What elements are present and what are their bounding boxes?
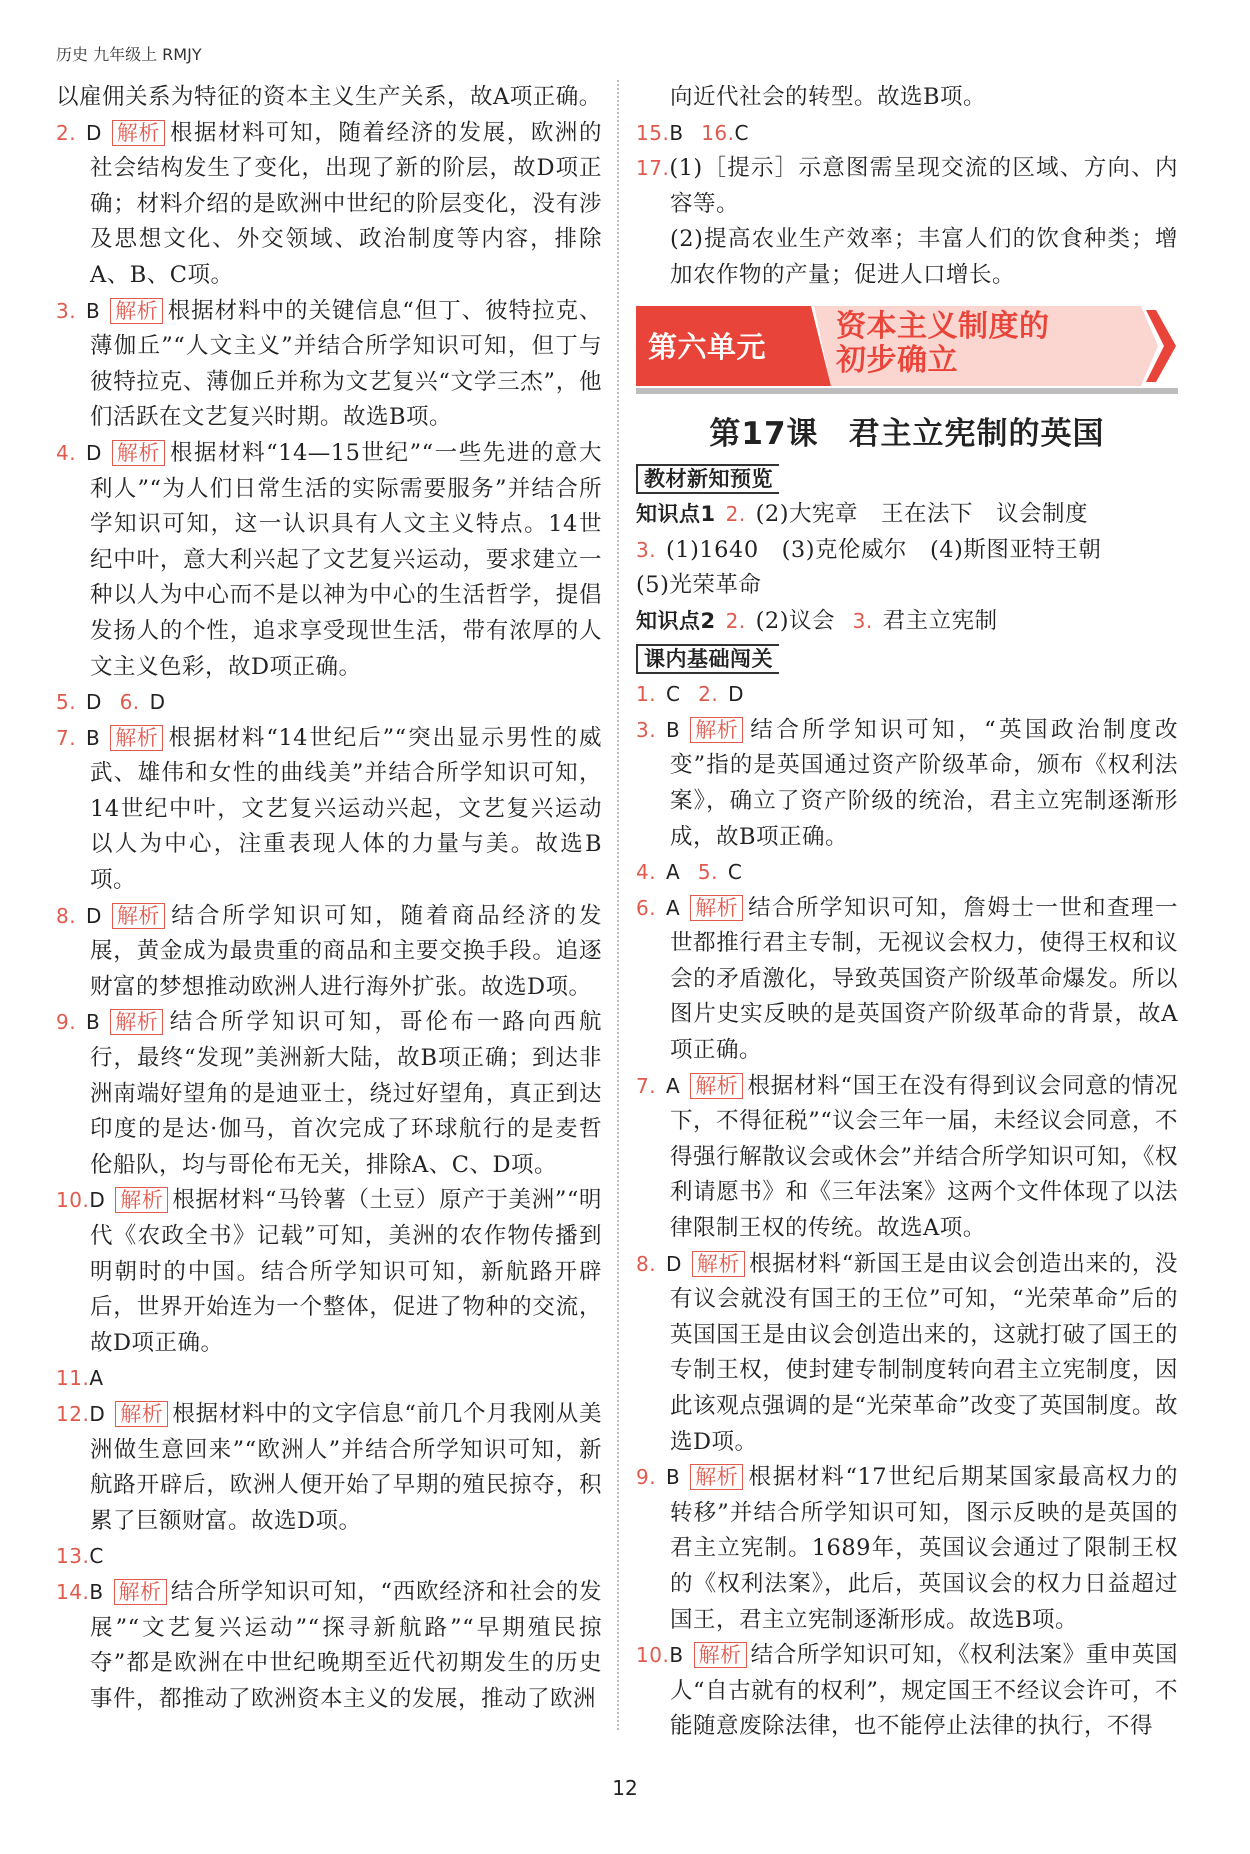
answer-letter: D bbox=[86, 903, 102, 928]
answer-letter: C bbox=[666, 682, 681, 707]
answer-item-15-16 bbox=[636, 116, 1178, 152]
answer-part-2: (2)提高农业生产效率；丰富人们的饮食种类；增加农作物的产量；促进人口增长。 bbox=[670, 226, 1178, 288]
analysis-tag: 解析 bbox=[690, 1073, 743, 1099]
answer-part-1: (1)［提示］示意图需呈现交流的区域、方向、内容等。 bbox=[669, 155, 1178, 217]
question-number: 14. bbox=[56, 1579, 90, 1604]
question-number: 3. bbox=[852, 608, 873, 633]
answer-item-3 bbox=[636, 713, 1178, 855]
answer-letter: C bbox=[89, 1544, 104, 1569]
answer-letter: D bbox=[86, 120, 102, 145]
question-number: 8. bbox=[636, 1251, 657, 1276]
analysis-tag: 解析 bbox=[110, 725, 163, 751]
section-heading: 教材新知预览 bbox=[636, 464, 779, 494]
answer-letter: D bbox=[89, 1401, 106, 1426]
question-number: 9. bbox=[636, 1465, 657, 1490]
question-number: 16. bbox=[701, 120, 735, 145]
analysis-tag: 解析 bbox=[115, 1401, 168, 1427]
analysis-tag: 解析 bbox=[112, 440, 165, 466]
question-number: 3. bbox=[636, 717, 657, 742]
answer-item-6 bbox=[636, 891, 1178, 1069]
question-number: 2. bbox=[725, 502, 746, 527]
analysis-tag: 解析 bbox=[110, 1009, 163, 1035]
question-number: 6. bbox=[119, 690, 140, 715]
answer-letter: D bbox=[89, 1188, 106, 1213]
answer-item-7 bbox=[636, 1069, 1178, 1247]
question-number: 1. bbox=[636, 682, 657, 707]
analysis-text: 结合所学知识可知，随着商品经济的发展，黄金成为最贵重的商品和主要交换手段。追逐财富的梦想推动欧洲人进行海外扩张。故选D项。 bbox=[90, 902, 602, 1000]
analysis-tag: 解析 bbox=[690, 895, 743, 921]
analysis-tag: 解析 bbox=[112, 903, 165, 929]
answer-item-8 bbox=[636, 1247, 1178, 1461]
question-number: 7. bbox=[636, 1073, 657, 1098]
answer-text: (2)议会 bbox=[755, 607, 835, 634]
answer-item-3 bbox=[56, 294, 602, 436]
question-number: 11. bbox=[56, 1366, 90, 1391]
lesson-number: 第17课 bbox=[709, 415, 819, 452]
knowledge-point-label: 知识点2 bbox=[636, 608, 716, 633]
answer-item-4-5 bbox=[636, 855, 1178, 891]
page-header: 历史 九年级上 RMJY bbox=[56, 45, 202, 64]
question-number: 10. bbox=[636, 1643, 670, 1668]
question-number: 2. bbox=[56, 120, 77, 145]
knowledge-point-2 bbox=[636, 604, 1178, 640]
unit-banner bbox=[636, 304, 1178, 396]
knowledge-point-1 bbox=[636, 497, 1178, 533]
answer-text: (1)1640 (3)克伦威尔 (4)斯图亚特王朝 bbox=[666, 536, 1102, 563]
analysis-tag: 解析 bbox=[115, 1187, 168, 1213]
analysis-text: 根据材料“国王在没有得到议会同意的情况下，不得征税”“议会三年一届，未经议会同意，不得强行解散议会或休会”并结合所学知识可知，《权利请愿书》和《三年法案》这两个文件体现了以法律限制王权的传统。故选A项。 bbox=[670, 1072, 1178, 1242]
analysis-text: 根据材料“17世纪后期某国家最高权力的转移”并结合所学知识可知，图示反映的是英国的君主立宪制。1689年，英国议会通过了限制王权的《权利法案》，此后，英国议会的权力日益超过国王，君主立宪制逐渐形成。故选B项。 bbox=[670, 1464, 1178, 1633]
answer-letter: A bbox=[89, 1366, 104, 1391]
answer-letter: D bbox=[86, 690, 102, 715]
answer-item-4 bbox=[56, 436, 602, 685]
continued-text: 向近代社会的转型。故选B项。 bbox=[670, 84, 987, 110]
lesson-heading bbox=[636, 414, 1178, 454]
answer-letter: B bbox=[666, 1465, 681, 1490]
question-number: 2. bbox=[725, 608, 746, 633]
answer-letter: B bbox=[86, 298, 101, 323]
left-column bbox=[56, 80, 602, 1717]
answer-item-11 bbox=[56, 1361, 602, 1397]
analysis-text: 结合所学知识可知，《权利法案》重申英国人“自古就有的权利”，规定国王不经议会许可，不能随意废除法律，也不能停止法律的执行，不得 bbox=[670, 1642, 1178, 1740]
answer-letter: D bbox=[86, 440, 102, 465]
analysis-text: 根据材料中的文字信息“前几个月我刚从美洲做生意回来”“欧洲人”并结合所学知识可知，新航路开辟后，欧洲人便开始了早期的殖民掠夺，积累了巨额财富。故选D项。 bbox=[90, 1400, 602, 1534]
analysis-text: 根据材料中的关键信息“但丁、彼特拉克、薄伽丘”“人文主义”并结合所学知识可知，但丁与彼特拉克、薄伽丘并称为文艺复兴“文学三杰”，他们活跃在文艺复兴时期。故选B项。 bbox=[90, 297, 602, 431]
analysis-tag: 解析 bbox=[110, 298, 163, 324]
question-number: 10. bbox=[56, 1188, 90, 1213]
question-number: 5. bbox=[697, 860, 718, 885]
knowledge-point-1-line-2 bbox=[636, 533, 1178, 569]
question-number: 17. bbox=[636, 156, 670, 181]
answer-item-14 bbox=[56, 1575, 602, 1717]
question-number: 3. bbox=[56, 298, 77, 323]
unit-title: 资本主义制度的初步确立 bbox=[836, 308, 1050, 378]
answer-item-12 bbox=[56, 1397, 602, 1539]
question-number: 5. bbox=[56, 690, 77, 715]
question-number: 13. bbox=[56, 1544, 90, 1569]
analysis-tag: 解析 bbox=[690, 1464, 743, 1490]
answer-item-7 bbox=[56, 721, 602, 899]
lesson-title: 君主立宪制的英国 bbox=[848, 415, 1105, 452]
analysis-text: 结合所学知识可知，詹姆士一世和查理一世都推行君主专制，无视议会权力，使得王权和议会的矛盾激化，导致英国资产阶级革命爆发。所以图片史实反映的是英国资产阶级革命的背景，故A项正确。 bbox=[670, 894, 1178, 1064]
answer-letter: C bbox=[727, 860, 743, 885]
answer-item-17 bbox=[636, 151, 1178, 222]
analysis-tag: 解析 bbox=[692, 1251, 745, 1277]
analysis-tag: 解析 bbox=[112, 120, 165, 146]
analysis-text: 根据材料可知，随着经济的发展，欧洲的社会结构发生了变化，出现了新的阶层，故D项正确；材料介绍的是欧洲中世纪的阶层变化，没有涉及思想文化、外交领域、政治制度等内容，排除A、B、C项。 bbox=[90, 119, 602, 288]
page-number: 12 bbox=[612, 1776, 638, 1800]
question-number: 4. bbox=[56, 440, 77, 465]
section-heading: 课内基础闯关 bbox=[636, 644, 779, 674]
answer-letter: B bbox=[666, 717, 681, 742]
answer-letter: A bbox=[666, 895, 681, 920]
answer-letter: D bbox=[728, 682, 745, 707]
answer-text: 君主立宪制 bbox=[882, 607, 998, 634]
analysis-text: 根据材料“14世纪后”“突出显示男性的威武、雄伟和女性的曲线美”并结合所学知识可知，14世纪中叶，文艺复兴运动兴起，文艺复兴运动以人为中心，注重表现人体的力量与美。故选B项。 bbox=[90, 724, 602, 894]
analysis-text: 结合所学知识可知，“英国政治制度改变”指的是英国通过资产阶级革命，颁布《权利法案》，确立了资产阶级的统治，君主立宪制逐渐形成，故B项正确。 bbox=[670, 716, 1178, 850]
answer-letter: D bbox=[666, 1251, 682, 1276]
analysis-tag: 解析 bbox=[114, 1579, 167, 1605]
question-number: 3. bbox=[636, 537, 657, 562]
question-number: 15. bbox=[636, 120, 670, 145]
analysis-text: 根据材料“马铃薯（土豆）原产于美洲”“明代《农政全书》记载”可知，美洲的农作物传播到明朝时的中国。结合所学知识可知，新航路开辟后，世界开始连为一个整体，促进了物种的交流，故D项正确。 bbox=[90, 1187, 602, 1356]
question-number: 8. bbox=[56, 903, 77, 928]
answer-letter: B bbox=[669, 120, 684, 145]
right-column bbox=[636, 80, 1178, 1745]
answer-item-8 bbox=[56, 899, 602, 1006]
question-number: 4. bbox=[636, 860, 657, 885]
answer-letter: B bbox=[89, 1579, 104, 1604]
analysis-text: 结合所学知识可知，哥伦布一路向西航行，最终“发现”美洲新大陆，故B项正确；到达非洲南端好望角的是迪亚士，绕过好望角，真正到达印度的是达·伽马，首次完成了环球航行的是麦哲伦船队，均与哥伦布无关，排除A、C、D项。 bbox=[90, 1009, 602, 1178]
analysis-tag: 解析 bbox=[694, 1642, 747, 1668]
continued-text: 以雇佣关系为特征的资本主义生产关系，故A项正确。 bbox=[56, 84, 602, 110]
answer-letter: D bbox=[149, 690, 166, 715]
unit-label: 第六单元 bbox=[648, 329, 767, 364]
answer-item-9 bbox=[56, 1005, 602, 1183]
answer-letter: B bbox=[86, 725, 101, 750]
question-number: 6. bbox=[636, 895, 657, 920]
analysis-text: 结合所学知识可知，“西欧经济和社会的发展”“文艺复兴运动”“探寻新航路”“早期殖民掠夺”都是欧洲在中世纪晚期至近代初期发生的历史事件，都推动了欧洲资本主义的发展，推动了欧洲 bbox=[90, 1578, 602, 1712]
analysis-tag: 解析 bbox=[690, 717, 743, 743]
answer-item-1-2 bbox=[636, 677, 1178, 713]
answer-item-10 bbox=[56, 1183, 602, 1361]
analysis-text: 根据材料“14—15世纪”“一些先进的意大利人”“为人们日常生活的实际需要服务”并结合所学知识可知，这一认识具有人文主义特点。14世纪中叶，意大利兴起了文艺复兴运动，要求建立一种以人为中心而不是以神为中心的生活哲学，提倡发扬人的个性，追求享受现世生活，带有浓厚的人文主义色彩，故D项正确。 bbox=[90, 439, 602, 680]
answer-letter: C bbox=[734, 120, 749, 145]
answer-item-9 bbox=[636, 1460, 1178, 1638]
knowledge-point-1-line-3: (5)光荣革命 bbox=[636, 572, 762, 599]
question-number: 7. bbox=[56, 725, 77, 750]
answer-item-5-6 bbox=[56, 685, 602, 721]
answer-letter: A bbox=[666, 860, 681, 885]
analysis-text: 根据材料“新国王是由议会创造出来的，没有议会就没有国王的王位”可知，“光荣革命”后的英国国王是由议会创造出来的，这就打破了国王的专制王权，使封建专制制度转向君主立宪制度，因此该观点强调的是“光荣革命”改变了英国制度。故选D项。 bbox=[670, 1250, 1178, 1455]
knowledge-point-label: 知识点1 bbox=[636, 502, 716, 527]
question-number: 2. bbox=[698, 682, 719, 707]
answer-text: (2)大宪章 王在法下 议会制度 bbox=[755, 501, 1088, 528]
answer-letter: B bbox=[669, 1643, 684, 1668]
question-number: 9. bbox=[56, 1010, 77, 1035]
question-number: 12. bbox=[56, 1401, 90, 1426]
answer-item-13 bbox=[56, 1539, 602, 1575]
answer-letter: B bbox=[86, 1010, 101, 1035]
answer-item-2 bbox=[56, 116, 602, 294]
answer-letter: A bbox=[666, 1073, 681, 1098]
answer-item-10 bbox=[636, 1638, 1178, 1745]
column-divider bbox=[617, 80, 619, 1730]
